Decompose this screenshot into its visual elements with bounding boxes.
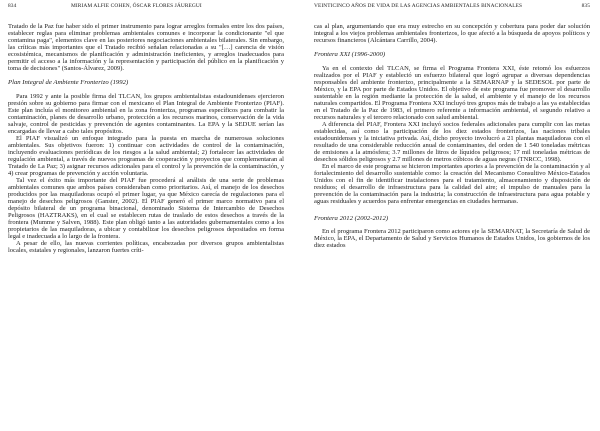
left-page: [8, 0, 284, 431]
left-page-header: [8, 3, 284, 13]
right-page-body: [314, 23, 590, 249]
left-section-heading-piaf: Plan Integral de Ambiente Fronterizo (1992): [8, 79, 129, 87]
left-paragraph-2: Para 1992 y ante la posible firma del TLCAN, los grupos ambientalistas estadounidenses ejercieron presión sobre su gobierno para firmar con el mexicano el Plan Integral de Ambiente Fronterizo (PIAF). Este plan incluía el monitoreo ambiental en la zona fronteriza, programas específicos para combatir la contaminación, planes de desarrollo urbano, protección a los recursos marinos, conservación de la vida salvaje, control de pesticidas y prevención de agentes contaminantes. La EPA y la SEDUE serían las encargadas de llevar a cabo tales propósitos.: [8, 92, 284, 135]
right-running-head: VEINTICINCO AÑOS DE VIDA DE LAS AGENCIAS AMBIENTALES BINACIONALES: [314, 3, 523, 9]
left-page-number: 834: [8, 3, 17, 9]
right-paragraph-2: Ya en el contexto del TLCAN, se firma el Programa Frontera XXI, éste retomó los esfuerzos realizados por el PIAF y estableció un esfuerzo bilateral que logró agrupar a diversas dependencias responsables del ambiente fronterizo, principalmente a la SEMARNAP y la SEDESOL por parte de México, y la EPA por parte de Estados Unidos. El objetivo de este programa fue promover el desarrollo sustentable en la región mediante la protección de la salud, el ambiente y el manejo de los recursos naturales compartidos. El Programa Frontera XXI incluyó tres grupos más de trabajo a las ya establecidas en el Tratado de la Paz de 1983, el primero referente a información ambiental, el segundo relativo a recursos naturales y el tercero relacionado con salud ambiental.: [314, 64, 590, 121]
right-section-heading-frontera-2012: Frontera 2012 (2002-2012): [314, 214, 389, 222]
right-paragraph-4: En el marco de este programa se hicieron importantes aportes a la prevención de la contaminación y al fortalecimiento del desarrollo sustentable como: la creación del Mecanismo Consultivo México-Estados Unidos con el fin de identificar instalaciones para el tratamiento, almacenamiento y disposición de residuos; el desarrollo de infraestructura para la calidad del aire; el impulso de manuales para la prevención de la contaminación para la industria; la construcción de infraestructura para agua potable y aguas residuales y acuerdos para enfrentar emergencias en ciudades hermanas.: [314, 162, 590, 205]
left-running-head: MIRIAM ALFIE COHEN, ÓSCAR FLORES JÁUREGUI: [71, 3, 202, 9]
left-page-body: [8, 23, 284, 254]
left-paragraph-3: El PIAF visualizó un enfoque integrado para la puesta en marcha de numerosas soluciones ambientales. Sus objetivos fueron: 1) continuar con actividades de control de la contaminación, incluyendo evaluaciones periódicas de los riesgos a la salud ambiental; 2) fortalecer las actividades de regulación ambiental, a través de nuevos programas de cooperación y proyectos que complementaran al Tratado de La Paz; 3) asignar recursos adicionales para el control y la prevención de la contaminación, y 4) crear programas de prevención y acción voluntaria.: [8, 134, 284, 177]
left-paragraph-4: Tal vez el éxito más importante del PIAF fue procederá al análisis de una serie de problemas ambientales comunes que ambos países consideraban como prioritarios. Así, el manejo de los desechos producidos por las maquiladoras ocupó el primer lugar, ya que México carecía de regulaciones para el manejo de desechos peligrosos (Ganster, 2002). El PIAF generó el primer marco normativo para el depósito bilateral de un programa binacional, denominado Sistema de Intercambio de Desechos Peligrosos (HAZTRAKS), en el cual se establecen rutas de traslado de estos desechos a través de la frontera (Mumme y Salven, 1988). Este plan obligó tanto a las autoridades gubernamentales como a los propietarios de las maquiladoras, a ubicar y contabilizar los desechos peligrosos depositados en forma legal e inadecuada a lo largo de la frontera.: [8, 176, 284, 240]
right-page-number: 835: [581, 3, 590, 9]
left-paragraph-1: Tratado de la Paz fue haber sido el primer instrumento para lograr arreglos formales entre los dos países, establecer reglas para eliminar problemas ambientales comunes e incorporar la condicionante "el que contamina paga", elementos clave en las posteriores negociaciones ambientales bilaterales. Sin embargo, las críticas más importantes que el Tratado recibió señalan relacionadas a su "[…] carencia de visión ecosistémica, mecanismos de planificación y administración ineficientes, y arreglos inadecuados para permitir el acceso a la información y la representación y participación del público en la planificación y toma de decisiones" (Santos-Álvarez, 2009).: [8, 23, 284, 73]
right-paragraph-5: En el programa Frontera 2012 participaron como actores eje la SEMARNAT, la Secretaría de Salud de México, la EPA, el Departamento de Salud y Servicios Humanos de Estados Unidos, los gobiernos de los diez estados: [314, 228, 590, 250]
right-page-header: [314, 3, 590, 13]
right-section-heading-frontera-xxi: Frontera XXI (1996-2000): [314, 51, 386, 59]
right-paragraph-1: cas al plan, argumentando que era muy estrecho en su concepción y cobertura para poder dar solución integral a los viejos problemas ambientales fronterizos, lo que afectó a la búsqueda de apoyos políticos y recursos financieros (Alcántara Carrillo, 2004).: [314, 23, 590, 45]
right-page: [314, 0, 590, 431]
left-paragraph-5: A pesar de ello, las nuevas corrientes políticas, encabezadas por diversos grupos ambientalistas locales, estatales y regionales, lanzaron fuertes críti-: [8, 239, 284, 254]
right-paragraph-3: A diferencia del PIAF, Frontera XXI incluyó socios federales adicionales para cumplir con las metas establecidas, así como la participación de los diez estados fronterizos, las naciones tribales estadounidenses y la iniciativa privada. Así, dicho proyecto involucró a 21 plantas maquiladoras con el resultado de una considerable reducción anual de contaminantes, del orden de 1 540 toneladas métricas de emisiones a la atmósfera; 3.7 millones de litros de líquidos peligrosos; 17 mil toneladas métricas de desechos sólidos peligrosos y 2.7 millones de metros cúbicos de aguas negras (TNRCC, 1998).: [314, 120, 590, 163]
